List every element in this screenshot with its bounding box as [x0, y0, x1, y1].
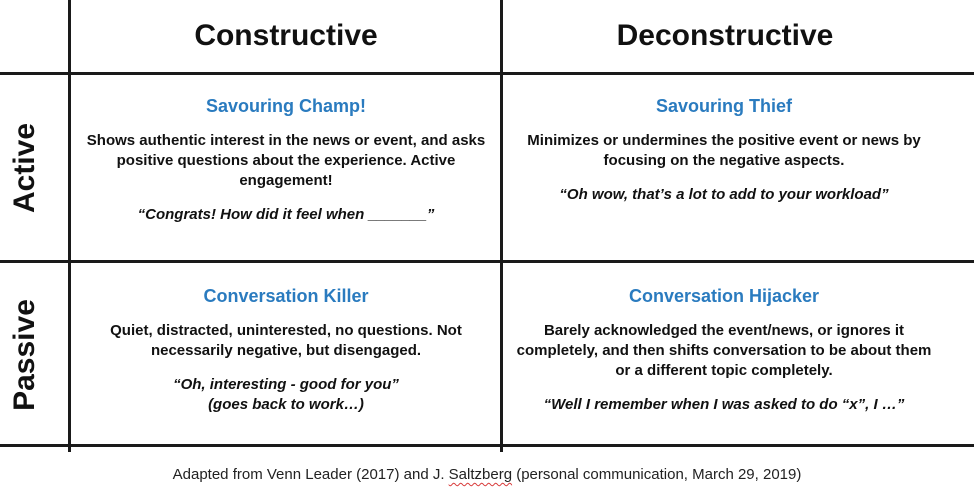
cell-title: Conversation Hijacker	[628, 286, 820, 306]
column-header-constructive: Constructive	[194, 19, 378, 52]
grid-line-middle	[0, 260, 974, 263]
cell-description: Minimizes or undermines the positive event or news by focusing on the negative aspects.	[527, 132, 921, 169]
cell-quote: “Congrats! How did it feel when _______”	[137, 206, 435, 223]
cell-description: Barely acknowledged the event/news, or ignores it completely, and then shifts conversation to be about them or a different topic completely.	[516, 322, 932, 379]
cell-active-constructive	[86, 96, 486, 225]
cell-passive-deconstructive	[512, 286, 936, 415]
grid-line-left	[68, 0, 71, 452]
citation-author-name: Saltzberg	[448, 466, 513, 483]
citation-footer	[0, 466, 974, 483]
cell-active-deconstructive	[508, 96, 940, 205]
cell-description: Shows authentic interest in the news or event, and asks positive questions about the experience. Active engagement!	[86, 132, 486, 189]
cell-title: Savouring Champ!	[205, 96, 366, 116]
grid-line-top	[0, 72, 974, 75]
cell-quote: “Oh wow, that’s a lot to add to your workload”	[559, 186, 889, 203]
cell-title: Conversation Killer	[203, 286, 369, 306]
cell-passive-constructive	[86, 286, 486, 415]
citation-text-before: Adapted from Venn Leader (2017) and J.	[172, 466, 449, 483]
column-header-deconstructive: Deconstructive	[616, 19, 834, 52]
grid-line-center	[500, 0, 503, 452]
cell-quote: “Well I remember when I was asked to do “x”, I …”	[543, 396, 905, 413]
grid-line-bottom	[0, 444, 974, 447]
cell-description: Quiet, distracted, uninterested, no questions. Not necessarily negative, but disengaged.	[110, 322, 462, 359]
row-header-passive: Passive	[8, 299, 41, 411]
row-header-active: Active	[8, 122, 41, 214]
cell-title: Savouring Thief	[655, 96, 792, 116]
citation-text-after: (personal communication, March 29, 2019)	[512, 466, 802, 483]
cell-quote: “Oh, interesting - good for you” (goes back to work…)	[173, 376, 399, 413]
